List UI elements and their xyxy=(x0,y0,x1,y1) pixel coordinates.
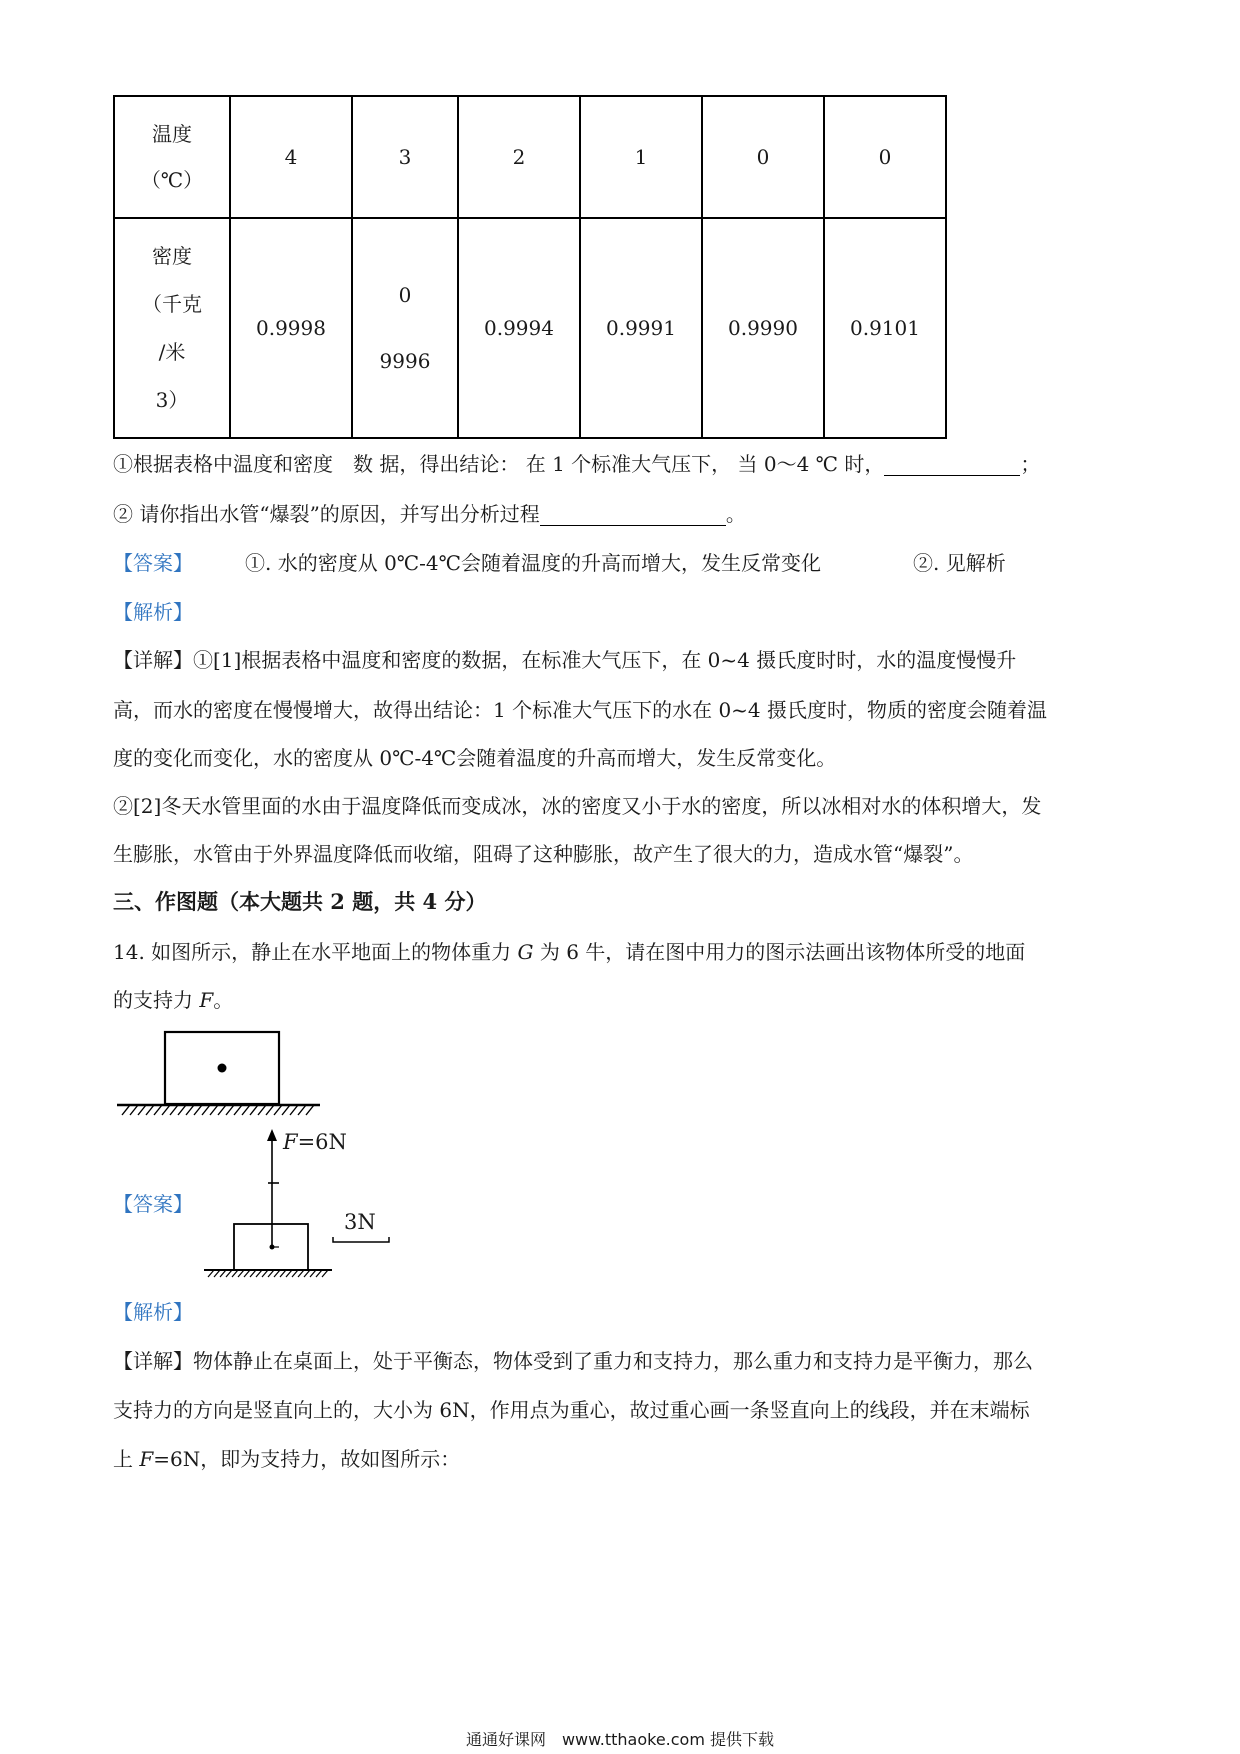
detail-2-line-3 xyxy=(113,1447,460,1471)
table-cell: 0.9991 xyxy=(580,218,702,438)
detail-tag-2: 【详解】 xyxy=(113,1349,193,1373)
table-row-temperature xyxy=(114,96,946,218)
arrow-head-icon xyxy=(267,1129,277,1141)
question-14-figure xyxy=(110,1025,330,1120)
answer-blank-2 xyxy=(540,503,726,526)
answer-blank-1 xyxy=(884,453,1020,476)
table-cell: 0 xyxy=(824,96,946,218)
table-row-density xyxy=(114,218,946,438)
table-cell: 3 xyxy=(352,96,458,218)
table-cell xyxy=(352,218,458,438)
q14-text: 。 xyxy=(213,988,234,1012)
detail-tag-1: 【详解】 xyxy=(113,648,193,672)
ground-hatching xyxy=(122,1105,314,1115)
table-cell: 0.9101 xyxy=(824,218,946,438)
detail-symbol-f: F xyxy=(139,1447,154,1471)
detail-text: ①[1]根据表格中温度和密度的数据，在标准大气压下，在 0~4 摄氏度时时，水的温度慢慢升 xyxy=(193,648,1017,672)
cell-line: 9996 xyxy=(379,349,431,373)
answer-ground-hatching xyxy=(208,1270,328,1277)
table-cell: 4 xyxy=(230,96,352,218)
question-2 xyxy=(113,502,746,526)
scale-bar xyxy=(333,1237,389,1242)
header-line: （℃） xyxy=(140,168,204,192)
detail-2-line-1 xyxy=(113,1349,1033,1373)
analysis-tag-2: 【解析】 xyxy=(113,1300,193,1324)
question-1-text: ①根据表格中温度和密度 数 据，得出结论： 在 1 个标准大气压下， 当 0～4 ℃ 时， xyxy=(113,452,885,476)
detail-text: 物体静止在桌面上，处于平衡态，物体受到了重力和支持力，那么重力和支持力是平衡力，那么 xyxy=(193,1349,1033,1373)
answer-1-part2: ②. 见解析 xyxy=(913,551,1006,575)
q14-symbol-g: G xyxy=(517,940,534,964)
detail-1-line-1 xyxy=(113,648,1016,672)
header-line: 3） xyxy=(155,388,189,412)
answer-1-part1: ①. 水的密度从 0℃-4℃会随着温度的升高而增大，发生反常变化 xyxy=(245,551,822,575)
answer-tag-1: 【答案】 xyxy=(113,551,193,575)
header-line: 温度 xyxy=(152,122,192,146)
question-1 xyxy=(113,452,1040,476)
question-14-line-2 xyxy=(113,988,233,1012)
answer-tag-2: 【答案】 xyxy=(113,1192,193,1216)
header-line: （千克 xyxy=(142,292,202,316)
analysis-tag-1: 【解析】 xyxy=(113,600,193,624)
header-line: /米 xyxy=(158,340,186,364)
table-header-temperature xyxy=(114,96,230,218)
page-footer: 通通好课网 www.tthaoke.com 提供下载 xyxy=(465,1730,775,1749)
detail-text: 上 xyxy=(113,1447,140,1471)
q14-text: 为 6 牛，请在图中用力的图示法画出该物体所受的地面 xyxy=(533,940,1026,964)
force-value: =6N xyxy=(297,1130,347,1154)
q14-text: 14. 如图所示，静止在水平地面上的物体重力 xyxy=(113,940,518,964)
detail-text: =6N，即为支持力，故如图所示： xyxy=(153,1447,461,1471)
question-14-line-1 xyxy=(113,940,1025,964)
question-2-text: ② 请你指出水管“爆裂”的原因，并写出分析过程 xyxy=(113,502,540,526)
table-cell: 0 xyxy=(702,96,824,218)
temperature-density-table xyxy=(113,95,947,439)
table-cell: 0.9998 xyxy=(230,218,352,438)
detail-2-line-2: 支持力的方向是竖直向上的，大小为 6N，作用点为重心，故过重心画一条竖直向上的线段，并在末端标 xyxy=(113,1398,1030,1422)
question-1-suffix: ； xyxy=(1020,452,1041,476)
table-cell: 2 xyxy=(458,96,580,218)
table-cell: 0.9994 xyxy=(458,218,580,438)
detail-1-line-4: ②[2]冬天水管里面的水由于温度降低而变成冰，冰的密度又小于水的密度，所以冰相对水的体积增大，发 xyxy=(113,794,1042,818)
q14-text: 的支持力 xyxy=(113,988,200,1012)
header-line: 密度 xyxy=(152,244,192,268)
detail-1-line-2: 高，而水的密度在慢慢增大，故得出结论：1 个标准大气压下的水在 0~4 摄氏度时，物质的密度会随着温 xyxy=(113,698,1048,722)
cell-line: 0 xyxy=(398,283,412,307)
detail-1-line-5: 生膨胀，水管由于外界温度降低而收缩，阻碍了这种膨胀，故产生了很大的力，造成水管“爆裂”。 xyxy=(113,842,974,866)
table-header-density xyxy=(114,218,230,438)
detail-1-line-3: 度的变化而变化，水的密度从 0℃-4℃会随着温度的升高而增大，发生反常变化。 xyxy=(113,746,837,770)
section-3-title: 三、作图题（本大题共 2 题，共 4 分） xyxy=(113,889,487,914)
scale-label: 3N xyxy=(344,1210,376,1234)
center-of-gravity-dot xyxy=(218,1064,227,1073)
table-cell: 0.9990 xyxy=(702,218,824,438)
force-label xyxy=(283,1130,347,1154)
table-cell: 1 xyxy=(580,96,702,218)
question-2-suffix: 。 xyxy=(725,502,746,526)
force-symbol: F xyxy=(283,1130,298,1154)
q14-symbol-f: F xyxy=(199,988,214,1012)
